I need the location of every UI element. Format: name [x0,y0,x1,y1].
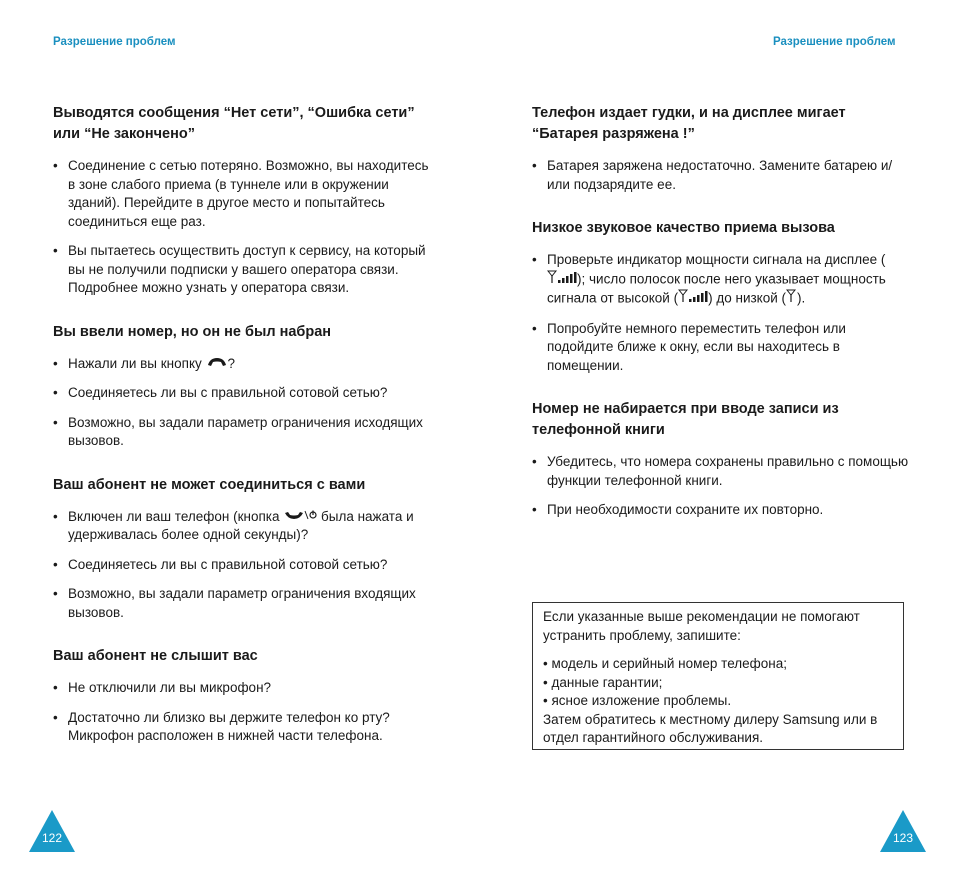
note-intro: Если указанные выше рекомендации не помогают устранить проблему, запишите: [543,609,860,643]
page-number-right: 123 [880,810,926,852]
list-item: • Соединяетесь ли вы с правильной сотовой сетью? [53,384,433,403]
section-cannot-reach-you [53,475,433,623]
list-item: • Достаточно ли близко вы держите телефон ко рту? Микрофон расположен в нижней части телефона. [53,709,433,746]
note-outro: Затем обратитесь к местному дилеру Samsung или в отдел гарантийного обслуживания. [543,711,878,745]
list-item: • Попробуйте немного переместить телефон или подойдите ближе к окну, если вы находитесь в помещении. [532,320,912,376]
section-phonebook-dial [532,399,912,520]
section-title: Выводятся сообщения “Нет сети”, “Ошибка сети” или “Не закончено” [53,105,415,142]
section-no-network [53,103,433,298]
running-header-right: Разрешение проблем [773,36,896,48]
list-item: • Возможно, вы задали параметр ограничения входящих вызовов. [53,585,433,622]
list-item: • Соединение с сетью потеряно. Возможно, вы находитесь в зоне слабого приема (в туннеле или в окружении зданий). Перейдите в другое место и попытайтесь соединиться еще раз. [53,157,433,231]
section-title: Телефон издает гудки, и на дисплее мигает “Батарея разряжена !” [532,105,846,142]
note-item: • данные гарантии; [543,674,663,690]
list-item: • Проверьте индикатор мощности сигнала на дисплее (); число полосок после него указывает мощность сигнала от высокой ( ) до низкой ( ). [532,251,912,309]
section-poor-sound [532,218,912,375]
list-item: • Убедитесь, что номера сохранены правильно с помощью функции телефонной книги. [532,453,912,490]
signal-low-icon [786,289,797,309]
running-header-left: Разрешение проблем [53,36,176,48]
note-item: • ясное изложение проблемы. [543,693,732,708]
signal-high-icon [678,289,708,309]
list-item: • Не отключили ли вы микрофон? [53,679,433,698]
signal-strength-icon [547,270,577,290]
section-title: Ваш абонент не может соединиться с вами [53,476,366,493]
section-title: Низкое звуковое качество приема вызова [532,220,835,236]
note-box [532,602,904,750]
send-key-icon [206,355,228,374]
section-title: Ваш абонент не слышит вас [53,648,258,665]
list-item: • Возможно, вы задали параметр ограничения исходящих вызовов. [53,414,433,451]
section-title: Номер не набирается при вводе записи из телефонной книги [532,401,839,438]
list-item: • Нажали ли вы кнопку ? [53,355,433,374]
right-column [532,103,912,540]
list-item: • Соединяетесь ли вы с правильной сотовой сетью? [53,556,433,575]
section-number-not-dialed [53,322,433,451]
list-item: • Батарея заряжена недостаточно. Замените батарею и/или подзарядите ее. [532,157,912,194]
page-number-left: 122 [29,810,75,852]
note-item: • модель и серийный номер телефона; [543,656,787,671]
section-low-battery [532,103,912,194]
list-item: • При необходимости сохраните их повторно. [532,501,912,520]
section-title: Вы ввели номер, но он не был набран [53,323,332,340]
left-column [53,103,433,766]
list-item: • Включен ли ваш телефон (кнопка была нажата и удерживалась более одной секунды)? [53,508,433,545]
end-power-key-icon [283,508,317,527]
section-cannot-hear-you [53,646,433,746]
list-item: • Вы пытаетесь осуществить доступ к сервису, на который вы не получили подписки у вашего оператора связи. Подробнее можно узнать у оператора связи. [53,242,433,298]
